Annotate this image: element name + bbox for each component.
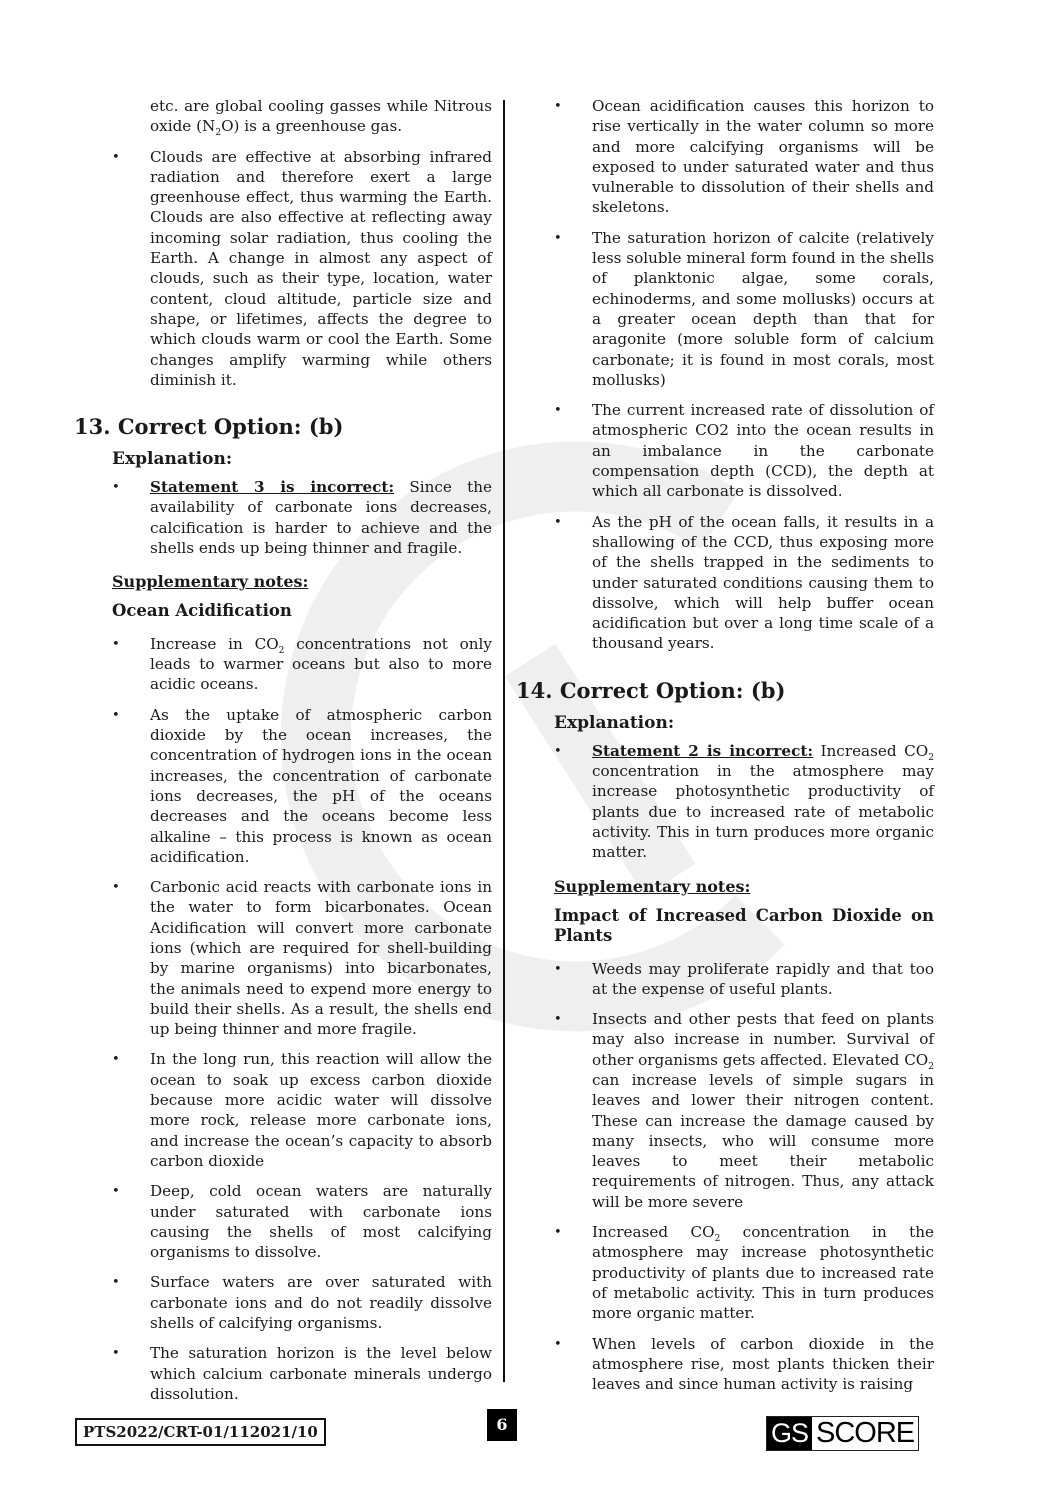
right-column: [516, 96, 934, 1404]
list-item: • Clouds are effective at absorbing infrared radiation and therefore exert a large greenhouse effect, thus warming the Earth. Clouds are also effective at reflecting away incoming solar radiation, thus cooling the Earth. A change in almost any aspect of clouds, such as their type, location, water content, cloud altitude, particle size and shape, or lifetimes, affects the degree to which clouds warm or cool the Earth. Some changes amplify warming while others diminish it.: [112, 147, 492, 391]
list-item: • Statement 2 is incorrect: Increased $CO_2$ concentration in the atmosphere may increase photosynthetic productivity of plants due to increased rate of metabolic activity. This in turn produces more organic matter.: [554, 741, 934, 863]
topic-heading: Ocean Acidification: [112, 601, 292, 621]
list-item: • Deep, cold ocean waters are naturally under saturated with carbonate ions causing the shells of most calcifying organisms to dissolve.: [112, 1181, 492, 1262]
statement-label: Statement 2 is incorrect:: [592, 741, 813, 760]
list-item: • Weeds may proliferate rapidly and that too at the expense of useful plants.: [554, 959, 934, 1000]
intro-continuation: etc. are global cooling gasses while Nitrous oxide $(N_2O)$ is a greenhouse gas.: [150, 97, 492, 139]
list-item: • As the uptake of atmospheric carbon dioxide by the ocean increases, the concentration of hydrogen ions in the ocean increases, the concentration of carbonate ions decreases, the pH of the oceans decreases and the oceans become less alkaline – this process is known as ocean acidification.: [112, 705, 492, 867]
question-14-heading: 14. Correct Option: (b): [516, 677, 786, 703]
document-code: PTS2022/CRT-01/112021/10: [75, 1418, 326, 1446]
list-item: • Carbonic acid reacts with carbonate ions in the water to form bicarbonates. Ocean Acidification will convert more carbonate ions (which are required for shell-building by marine organisms) into bicarbonates, the animals need to expend more energy to build their shells. As a result, the shells end up being thinner and more fragile.: [112, 877, 492, 1039]
explanation-heading: Explanation:: [112, 449, 233, 470]
list-item: • When levels of carbon dioxide in the atmosphere rise, most plants thicken their leaves and since human activity is raising: [554, 1334, 934, 1395]
question-13-heading: 13. Correct Option: (b): [74, 414, 344, 440]
supplementary-notes-heading: Supplementary notes:: [554, 876, 751, 896]
list-item: • Surface waters are over saturated with carbonate ions and do not readily dissolve shells of calcifying organisms.: [112, 1272, 492, 1333]
left-column: [74, 96, 492, 1414]
list-item: • Increase in $CO_2$ concentrations not only leads to warmer oceans but also to more acidic oceans.: [112, 634, 492, 695]
explanation-heading: Explanation:: [554, 712, 675, 733]
list-item: • The saturation horizon of calcite (relatively less soluble mineral form found in the shells of planktonic algae, some corals, echinoderms, and some mollusks) occurs at a greater ocean depth than that for aragonite (more soluble form of calcium carbonate; it is found in most corals, most mollusks): [554, 228, 934, 390]
supplementary-notes-heading: Supplementary notes:: [112, 572, 309, 592]
list-item: • The current increased rate of dissolution of atmospheric CO2 into the ocean results in an imbalance in the carbonate compensation depth (CCD), the depth at which all carbonate is dissolved.: [554, 400, 934, 501]
list-item: • Statement 3 is incorrect: Since the availability of carbonate ions decreases, calcification is harder to achieve and the shells ends up being thinner and fragile.: [112, 477, 492, 558]
statement-label: Statement 3 is incorrect:: [150, 478, 395, 497]
column-divider: [503, 100, 505, 1382]
page-number: 6: [487, 1409, 517, 1441]
list-item: • Ocean acidification causes this horizon to rise vertically in the water column so more and more calcifying organisms will be exposed to under saturated water and thus vulnerable to dissolution of their shells and skeletons.: [554, 96, 934, 218]
logo-gs: GS: [767, 1417, 812, 1450]
logo-score: SCORE: [816, 1417, 915, 1449]
list-item: • In the long run, this reaction will allow the ocean to soak up excess carbon dioxide because more acidic water will dissolve more rock, release more carbonate ions, and increase the ocean’s capacity to absorb carbon dioxide: [112, 1049, 492, 1171]
list-item: • The saturation horizon is the level below which calcium carbonate minerals undergo dissolution.: [112, 1343, 492, 1404]
list-item: • Insects and other pests that feed on plants may also increase in number. Survival of other organisms gets affected. Elevated $CO_2$ can increase levels of simple sugars in leaves and lower their nitrogen content. These can increase the damage caused by many insects, who will consume more leaves to meet their metabolic requirements of nitrogen. Thus, any attack will be more severe: [554, 1009, 934, 1212]
topic-heading: Impact of Increased Carbon Dioxide on Plants: [554, 905, 934, 945]
gs-score-logo: [766, 1416, 919, 1451]
list-item: • As the pH of the ocean falls, it results in a shallowing of the CCD, thus exposing more of the shells trapped in the sediments to under saturated conditions causing them to dissolve, which will help buffer ocean acidification but over a long time scale of a thousand years.: [554, 512, 934, 654]
list-item: • Increased $CO_2$ concentration in the atmosphere may increase photosynthetic productivity of plants due to increased rate of metabolic activity. This in turn produces more organic matter.: [554, 1222, 934, 1323]
